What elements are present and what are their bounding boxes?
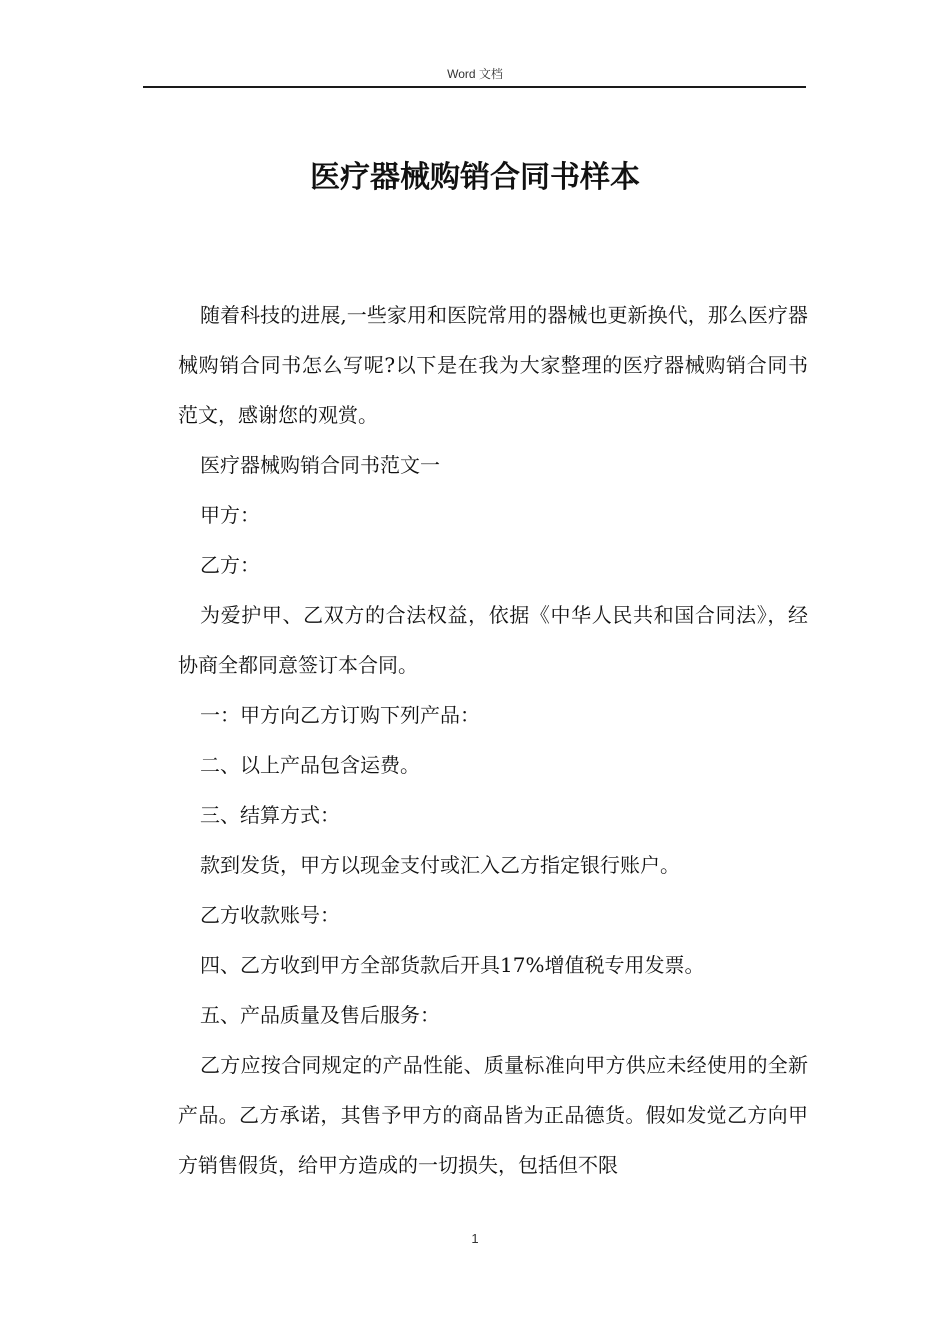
paragraph-clause-3: 三、结算方式： [200,803,340,827]
paragraph-payment: 款到发货，甲方以现金支付或汇入乙方指定银行账户。 [200,853,680,877]
paragraph-clause-1: 一：甲方向乙方订购下列产品： [200,703,480,727]
paragraph-party-a: 甲方： [200,503,260,527]
paragraph-section-heading: 医疗器械购销合同书范文一 [200,453,440,477]
paragraph-purpose: 为爱护甲、乙双方的合法权益，依据《中华人民共和国合同法》，经协商全都同意签订本合同。 [178,603,808,677]
paragraph-clause-5: 五、产品质量及售后服务： [200,1003,440,1027]
paragraph-intro: 随着科技的进展,一些家用和医院常用的器械也更新换代，那么医疗器械购销合同书怎么写呢?以下是在我为大家整理的医疗器械购销合同书范文，感谢您的观赏。 [178,303,808,427]
paragraph-clause-2: 二、以上产品包含运费。 [200,753,420,777]
paragraph-account: 乙方收款账号： [200,903,340,927]
document-body [178,290,808,1190]
paragraph-clause-4: 四、乙方收到甲方全部货款后开具17%增值税专用发票。 [200,953,705,977]
document-title: 医疗器械购销合同书样本 [310,160,640,195]
page-number: 1 [471,1231,479,1246]
paragraph-quality: 乙方应按合同规定的产品性能、质量标准向甲方供应未经使用的全新产品。乙方承诺，其售予甲方的商品皆为正品德货。假如发觉乙方向甲方销售假货，给甲方造成的一切损失，包括但不限 [178,1053,808,1177]
page-header: Word 文档 [447,67,503,81]
header-divider [143,86,806,88]
paragraph-party-b: 乙方： [200,553,260,577]
